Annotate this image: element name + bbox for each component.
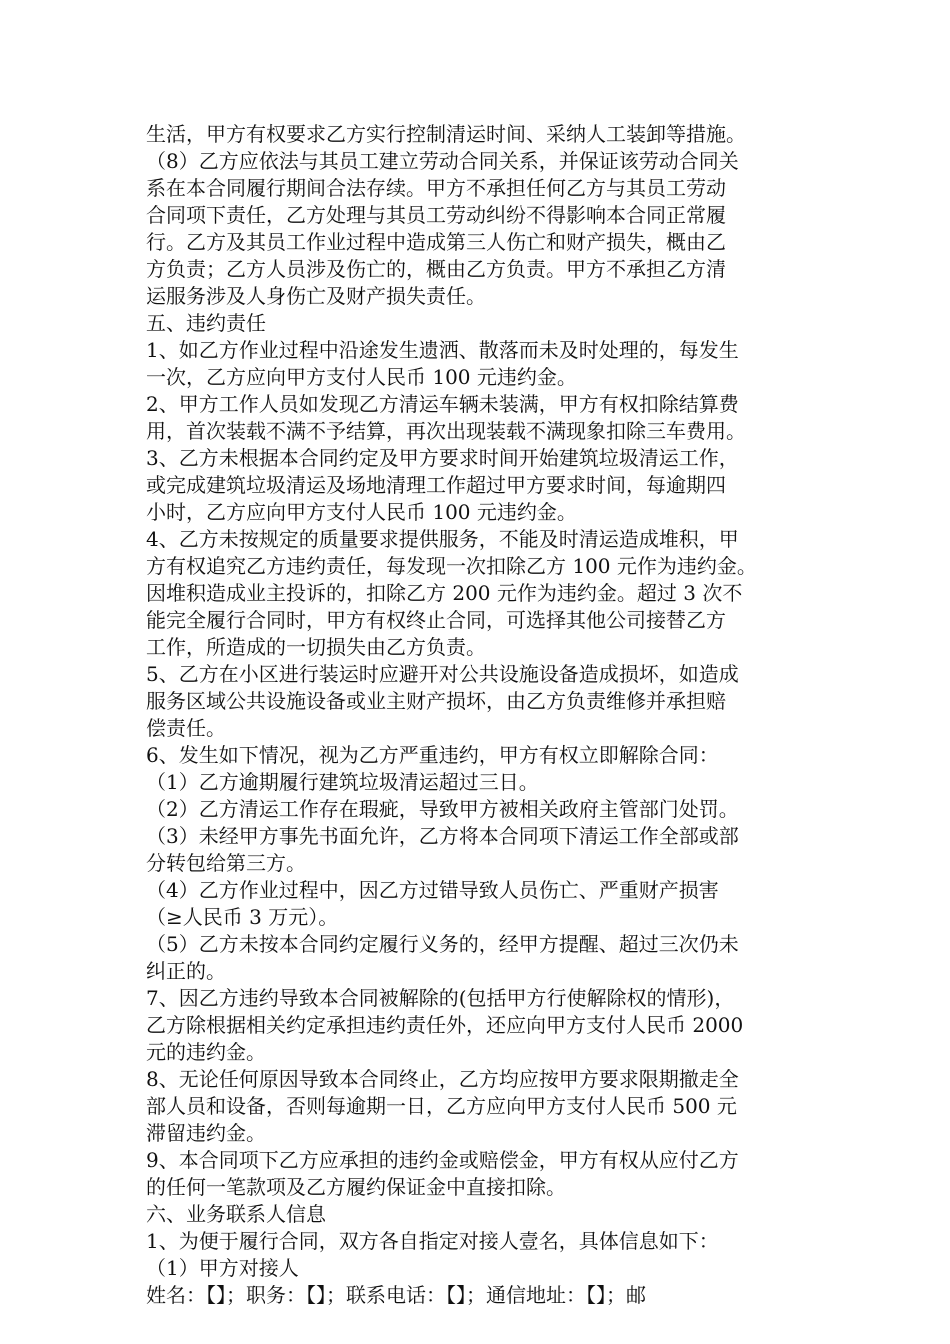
- text-line: 8、无论任何原因导致本合同终止，乙方均应按甲方要求限期撤走全: [146, 1067, 739, 1091]
- text-line: 1、如乙方作业过程中沿途发生遗洒、散落而未及时处理的，每发生: [146, 338, 739, 362]
- text-line: 元的违约金。: [146, 1040, 266, 1064]
- text-line: 分转包给第三方。: [146, 851, 306, 875]
- text-line: 7、因乙方违约导致本合同被解除的(包括甲方行使解除权的情形)，: [146, 986, 735, 1010]
- text-line: 生活，甲方有权要求乙方实行控制清运时间、采纳人工装卸等措施。: [146, 122, 746, 146]
- text-line: 5、乙方在小区进行装运时应避开对公共设施设备造成损坏，如造成: [146, 662, 739, 686]
- text-line: 能完全履行合同时，甲方有权终止合同，可选择其他公司接替乙方: [146, 608, 726, 632]
- text-line: 一次，乙方应向甲方支付人民币 100 元违约金。: [146, 365, 577, 389]
- text-line: （4）乙方作业过程中，因乙方过错导致人员伤亡、严重财产损害: [146, 878, 719, 902]
- text-line: 或完成建筑垃圾清运及场地清理工作超过甲方要求时间，每逾期四: [146, 473, 726, 497]
- text-line: 方有权追究乙方违约责任，每发现一次扣除乙方 100 元作为违约金。: [146, 554, 757, 578]
- text-line: 方负责；乙方人员涉及伤亡的，概由乙方负责。甲方不承担乙方清: [146, 257, 726, 281]
- text-line: （5）乙方未按本合同约定履行义务的，经甲方提醒、超过三次仍未: [146, 932, 739, 956]
- text-line: 工作，所造成的一切损失由乙方负责。: [146, 635, 486, 659]
- text-line: （≥人民币 3 万元）。: [146, 905, 339, 929]
- text-line: 1、为便于履行合同，双方各自指定对接人壹名，具体信息如下：: [146, 1229, 719, 1253]
- text-line: 用，首次装载不满不予结算，再次出现装载不满现象扣除三车费用。: [146, 419, 746, 443]
- text-line: 乙方除根据相关约定承担违约责任外，还应向甲方支付人民币 2000: [146, 1013, 744, 1037]
- text-line: 姓名：【】；职务：【】；联系电话：【】；通信地址：【】；邮: [146, 1283, 646, 1307]
- text-line: （1）甲方对接人: [146, 1256, 299, 1280]
- text-line: 4、乙方未按规定的质量要求提供服务，不能及时清运造成堆积，甲: [146, 527, 739, 551]
- text-line: 运服务涉及人身伤亡及财产损失责任。: [146, 284, 486, 308]
- text-line: 因堆积造成业主投诉的，扣除乙方 200 元作为违约金。超过 3 次不: [146, 581, 743, 605]
- text-line: 系在本合同履行期间合法存续。甲方不承担任何乙方与其员工劳动: [146, 176, 726, 200]
- text-line: （2）乙方清运工作存在瑕疵，导致甲方被相关政府主管部门处罚。: [146, 797, 739, 821]
- text-line: （1）乙方逾期履行建筑垃圾清运超过三日。: [146, 770, 539, 794]
- text-line: 6、发生如下情况，视为乙方严重违约，甲方有权立即解除合同：: [146, 743, 719, 767]
- document-body: [146, 121, 810, 1309]
- section-heading: 五、违约责任: [146, 311, 266, 335]
- text-line: （3）未经甲方事先书面允许，乙方将本合同项下清运工作全部或部: [146, 824, 739, 848]
- text-line: （8）乙方应依法与其员工建立劳动合同关系，并保证该劳动合同关: [146, 149, 739, 173]
- text-line: 合同项下责任，乙方处理与其员工劳动纠纷不得影响本合同正常履: [146, 203, 726, 227]
- text-line: 3、乙方未根据本合同约定及甲方要求时间开始建筑垃圾清运工作，: [146, 446, 739, 470]
- text-line: 偿责任。: [146, 716, 226, 740]
- section-heading: 六、业务联系人信息: [146, 1202, 326, 1226]
- text-line: 服务区域公共设施设备或业主财产损坏，由乙方负责维修并承担赔: [146, 689, 726, 713]
- text-line: 滞留违约金。: [146, 1121, 266, 1145]
- text-line: 纠正的。: [146, 959, 226, 983]
- text-line: 小时，乙方应向甲方支付人民币 100 元违约金。: [146, 500, 577, 524]
- text-line: 9、本合同项下乙方应承担的违约金或赔偿金，甲方有权从应付乙方: [146, 1148, 739, 1172]
- text-line: 部人员和设备，否则每逾期一日，乙方应向甲方支付人民币 500 元: [146, 1094, 737, 1118]
- text-line: 的任何一笔款项及乙方履约保证金中直接扣除。: [146, 1175, 566, 1199]
- text-line: 2、甲方工作人员如发现乙方清运车辆未装满，甲方有权扣除结算费: [146, 392, 739, 416]
- text-line: 行。乙方及其员工作业过程中造成第三人伤亡和财产损失，概由乙: [146, 230, 726, 254]
